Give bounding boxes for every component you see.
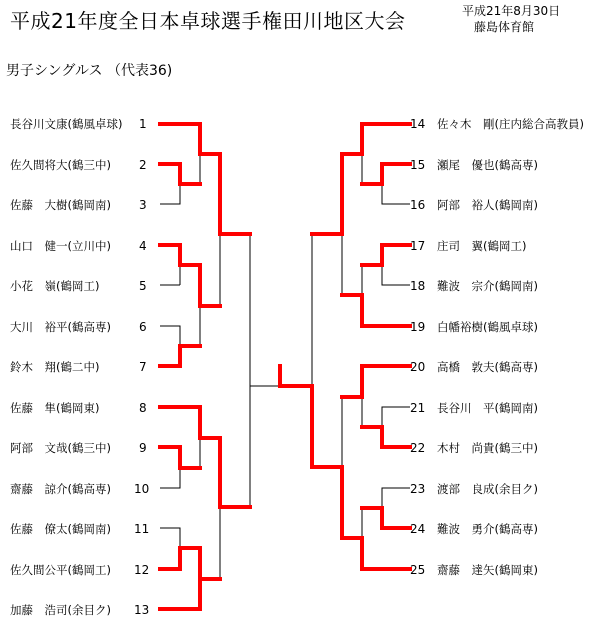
bracket-line (342, 397, 362, 538)
winner-path (160, 346, 200, 366)
bracket-line (220, 386, 250, 507)
right-player-seed: 21 (410, 400, 426, 415)
event-subtitle: 男子シングルス （代表36) (6, 63, 173, 79)
bracket-line (362, 508, 382, 569)
bracket-line (160, 447, 180, 488)
winner-path (362, 508, 410, 528)
winner-path (280, 366, 312, 467)
left-player-seed: 12 (134, 562, 150, 577)
left-player-seed: 1 (139, 117, 147, 131)
winner-path (342, 366, 410, 397)
left-player-name: 長谷川文康(鶴風卓球) (10, 117, 123, 131)
winner-path (312, 467, 410, 569)
bracket-line (382, 488, 410, 528)
left-player-seed: 10 (134, 481, 150, 496)
winner-path-lines (160, 124, 410, 609)
winner-path (160, 407, 250, 507)
right-player-name: 白幡裕樹(鶴風卓球) (437, 319, 538, 334)
winner-path (342, 295, 410, 326)
left-player-seed: 9 (139, 441, 147, 455)
bracket-line (342, 234, 362, 295)
left-player-seed: 2 (139, 157, 147, 172)
event-venue: 藤島体育館 (474, 20, 535, 34)
bracket-line (160, 528, 180, 569)
left-player-seed: 3 (139, 198, 147, 212)
right-player-name: 阿部 裕人(鶴岡南) (437, 198, 538, 212)
left-player-name: 大川 裕平(鶴高専) (10, 319, 111, 334)
winner-path (362, 427, 410, 447)
left-player-name: 小花 嶺(鶴岡工) (10, 279, 100, 293)
bracket-line (220, 234, 250, 386)
page-title: 平成21年度全日本卓球選手権田川地区大会 (10, 9, 406, 33)
left-player-name: 佐藤 僚太(鶴岡南) (10, 522, 111, 536)
right-player-seed: 25 (410, 562, 426, 577)
winner-path (160, 245, 220, 306)
left-player-name: 山口 健一(立川中) (10, 238, 111, 253)
right-player-seed: 22 (410, 441, 426, 455)
winner-path (160, 164, 200, 184)
left-player-name: 佐久間将大(鶴三中) (10, 157, 111, 172)
winner-path (312, 124, 410, 234)
right-player-name: 難波 宗介(鶴岡南) (437, 279, 538, 293)
right-player-name: 高橋 敦夫(鶴高専) (437, 360, 538, 374)
winner-path (160, 548, 200, 579)
bracket-line (200, 438, 220, 507)
event-date: 平成21年8月30日 (462, 4, 561, 18)
bracket-line (200, 154, 220, 234)
right-player-seed: 23 (410, 481, 426, 496)
bracket-line (160, 164, 180, 204)
right-player-seed: 20 (410, 360, 426, 374)
bracket-line (312, 386, 342, 467)
left-player-name: 佐久間公平(鶴岡工) (10, 562, 111, 577)
right-player-name: 長谷川 平(鶴岡南) (437, 400, 538, 415)
right-player-seed: 24 (410, 522, 426, 536)
bracket-line (180, 124, 200, 184)
left-player-seed: 13 (134, 603, 150, 617)
bracket-line (362, 124, 382, 184)
right-player-name: 佐々木 剛(庄内総合高教員) (437, 117, 584, 131)
winner-path (160, 447, 200, 468)
left-player-name: 佐藤 隼(鶴岡東) (10, 400, 100, 415)
bracket-line (382, 407, 410, 447)
right-player-seed: 14 (410, 117, 426, 131)
right-player-name: 渡部 良成(余目ク) (437, 481, 538, 496)
left-player-seed: 4 (139, 238, 147, 253)
left-player-seed: 11 (134, 522, 150, 536)
left-player-seed: 6 (139, 319, 147, 334)
bracket-line (180, 265, 200, 346)
left-player-name: 鈴木 翔(鶴二中) (10, 360, 100, 374)
left-player-seed: 5 (139, 279, 147, 293)
left-player-name: 阿部 文哉(鶴三中) (10, 441, 111, 455)
left-player-seed: 7 (139, 360, 147, 374)
bracket-line (180, 548, 200, 609)
left-player-name: 加藤 浩司(余目ク) (10, 603, 111, 617)
winner-path (362, 245, 410, 265)
left-player-name: 佐藤 大樹(鶴岡南) (10, 198, 111, 212)
bracket-line (312, 234, 342, 386)
bracket-line (160, 326, 180, 366)
bracket-line (382, 164, 410, 204)
right-player-seed: 18 (410, 279, 426, 293)
bracket-line (362, 366, 382, 427)
right-player-name: 齋藤 達矢(鶴岡東) (437, 562, 538, 577)
winner-path (160, 124, 250, 234)
left-player-name: 齋藤 諒介(鶴高専) (10, 481, 111, 496)
left-player-seed: 8 (139, 400, 147, 415)
right-player-name: 木村 尚貴(鶴三中) (437, 441, 538, 455)
winner-path (362, 164, 410, 184)
right-player-seed: 15 (410, 157, 426, 172)
bracket-line (200, 234, 220, 306)
right-player-seed: 17 (410, 238, 426, 253)
right-player-name: 難波 勇介(鶴高専) (437, 522, 538, 536)
right-player-seed: 19 (410, 319, 426, 334)
right-player-seed: 16 (410, 198, 426, 212)
bracket-line (382, 245, 410, 285)
bracket-line (362, 265, 382, 326)
bracket-line (160, 245, 180, 285)
right-player-name: 瀬尾 優也(鶴高専) (437, 157, 538, 172)
right-player-name: 庄司 翼(鶴岡工) (437, 238, 527, 253)
winner-path (160, 579, 220, 609)
bracket-line (342, 154, 362, 234)
